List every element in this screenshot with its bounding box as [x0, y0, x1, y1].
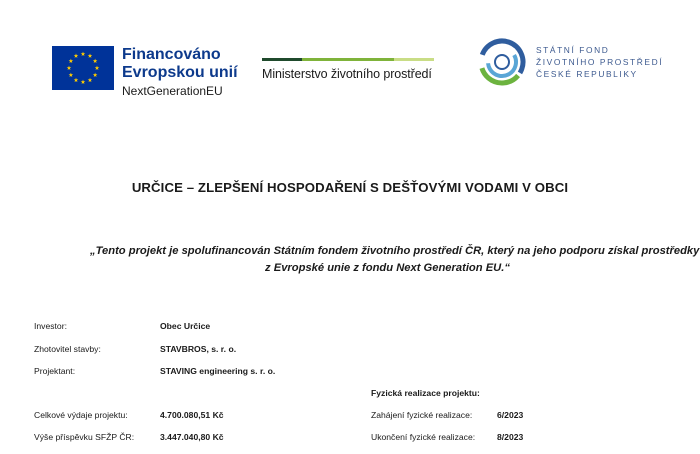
funding-statement — [90, 243, 700, 277]
eu-logo-line2: Evropskou unií — [122, 64, 238, 81]
investor-label: Investor: — [34, 321, 67, 331]
sfzp-line3: ČESKÉ REPUBLIKY — [536, 69, 638, 79]
total-cost-value: 4.700.080,51 Kč — [160, 410, 224, 420]
eu-funding-logo — [52, 46, 238, 97]
end-value: 8/2023 — [497, 432, 524, 442]
eu-flag-icon — [52, 46, 114, 90]
contribution-value: 3.447.040,80 Kč — [160, 432, 224, 442]
sfzp-line1: STÁTNÍ FOND — [536, 45, 610, 55]
realization-heading: Fyzická realizace projektu: — [371, 388, 480, 398]
total-cost-label: Celkové výdaje projektu: — [34, 410, 128, 420]
designer-label: Projektant: — [34, 366, 76, 376]
ministry-name: Ministerstvo životního prostředí — [262, 67, 432, 81]
end-label: Ukončení fyzické realizace: — [371, 432, 476, 442]
eu-logo-line1: Financováno — [122, 46, 221, 63]
statement-line2: z Evropské unie z fondu Next Generation EU.“ — [265, 262, 510, 274]
statement-line1: „Tento projekt je spolufinancován Státním fondem životního prostředí ČR, který na jeho podporu získal prostředky — [90, 245, 700, 257]
start-label: Zahájení fyzické realizace: — [371, 410, 473, 420]
investor-value: Obec Určice — [160, 321, 211, 331]
designer-value: STAVING engineering s. r. o. — [160, 366, 276, 376]
contribution-label: Výše příspěvku SFŽP ČR: — [34, 432, 135, 442]
sfzp-emblem-icon — [478, 38, 526, 86]
ministry-logo — [262, 58, 436, 81]
project-title: URČICE – ZLEPŠENÍ HOSPODAŘENÍ S DEŠŤOVÝMI VODAMI V OBCI — [131, 180, 569, 195]
ministry-color-bar — [262, 58, 434, 61]
sfzp-logo — [478, 38, 663, 86]
contractor-label: Zhotovitel stavby: — [34, 344, 101, 354]
eu-logo-line3: NextGenerationEU — [122, 84, 223, 98]
contractor-value: STAVBROS, s. r. o. — [160, 344, 237, 354]
sfzp-line2: ŽIVOTNÍHO PROSTŘEDÍ — [536, 57, 664, 67]
start-value: 6/2023 — [497, 410, 524, 420]
